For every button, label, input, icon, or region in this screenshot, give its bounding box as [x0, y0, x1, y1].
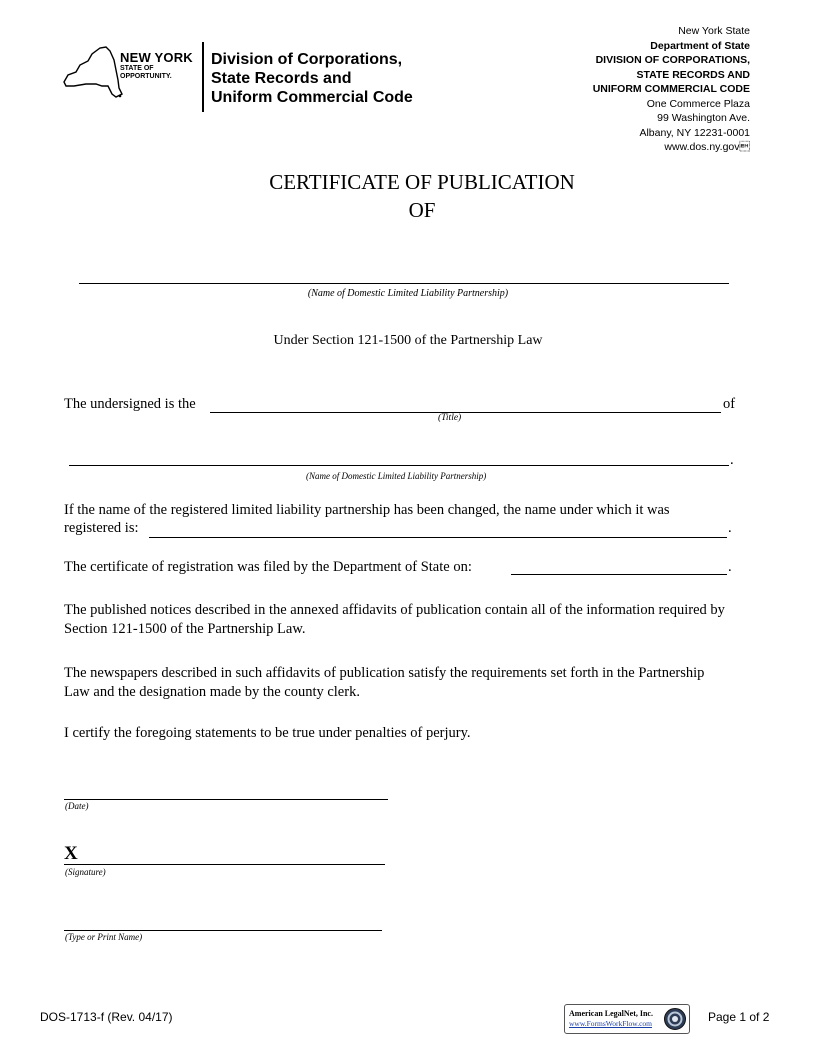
address-line8: Albany, NY 12231-0001	[639, 126, 750, 139]
page-number: Page 1 of 2	[708, 1010, 770, 1024]
title-field[interactable]	[210, 412, 721, 413]
ny-tagline	[120, 65, 193, 81]
name-change-text: If the name of the registered limited liability partnership has been changed, the name under which it was	[64, 502, 670, 518]
certify-statement: I certify the foregoing statements to be true under penalties of perjury.	[64, 725, 471, 741]
agency-address	[593, 24, 750, 155]
print-name-caption: (Type or Print Name)	[65, 932, 143, 942]
logo-divider	[202, 42, 204, 112]
badge-company-name: American LegalNet, Inc.	[569, 1009, 653, 1018]
badge-url-link[interactable]: www.FormsWorkFlow.com	[569, 1019, 653, 1028]
address-line1: New York State	[678, 25, 750, 37]
ny-tagline-line2: OPPORTUNITY.	[120, 73, 172, 80]
division-line2: State Records and	[211, 70, 352, 87]
form-number: DOS-1713-f (Rev. 04/17)	[40, 1010, 173, 1024]
print-name-field[interactable]	[64, 930, 382, 931]
address-line5: UNIFORM COMMERCIAL CODE	[592, 83, 750, 95]
published-notices-statement: The published notices described in the annexed affidavits of publication contain all of the information required by Section 121-1500 of the Partnership Law.	[64, 602, 725, 637]
period-mark-2: .	[728, 520, 732, 536]
globe-icon	[663, 1007, 687, 1031]
address-website: www.dos.ny.gov	[664, 141, 750, 153]
undersigned-label: The undersigned is the	[64, 396, 196, 412]
of-label: of	[723, 396, 736, 412]
nys-logo	[62, 40, 432, 114]
address-line4: STATE RECORDS AND	[636, 68, 750, 81]
date-field[interactable]	[64, 799, 388, 800]
filed-date-label: The certificate of registration was filed by the Department of State on:	[64, 559, 472, 575]
division-line3: Uniform Commercial Code	[211, 89, 413, 106]
address-line2: Department of State	[650, 39, 750, 52]
partnership-name-caption: (Name of Domestic Limited Liability Partnership)	[307, 288, 509, 299]
new-york-state-map-icon	[62, 42, 124, 104]
filed-date-field[interactable]	[511, 574, 727, 575]
partnership-name-field[interactable]	[79, 283, 729, 284]
division-name	[211, 50, 413, 107]
ny-state-name: NEW YORK	[120, 50, 193, 65]
legalnet-badge[interactable]	[564, 1004, 690, 1034]
signature-field[interactable]	[64, 864, 385, 865]
division-line1: Division of Corporations,	[211, 51, 403, 68]
document-title: CERTIFICATE OF PUBLICATION	[269, 170, 575, 194]
address-line7: 99 Washington Ave.	[657, 112, 750, 124]
address-line3: DIVISION OF CORPORATIONS,	[595, 54, 750, 66]
partnership-name-caption-2: (Name of Domestic Limited Liability Partnership)	[306, 471, 487, 481]
date-caption: (Date)	[65, 801, 89, 811]
newspapers-statement: The newspapers described in such affidavits of publication satisfy the requirements set forth in the Partnership Law and the designation made by the county clerk.	[64, 665, 705, 700]
registered-is-label: registered is:	[64, 520, 139, 536]
title-caption: (Title)	[438, 413, 462, 423]
ny-wordmark	[120, 50, 193, 81]
period-mark-1: .	[730, 452, 734, 468]
signature-caption: (Signature)	[65, 867, 106, 877]
address-line6: One Commerce Plaza	[646, 97, 750, 110]
ny-tagline-line1: STATE OF	[120, 65, 154, 72]
law-reference: Under Section 121-1500 of the Partnership Law	[273, 333, 543, 348]
period-mark-3: .	[728, 559, 732, 575]
signature-x-mark: X	[64, 843, 78, 864]
registered-name-field[interactable]	[149, 537, 727, 538]
document-title-of: OF	[408, 198, 436, 222]
partnership-name-field-2[interactable]	[69, 465, 729, 466]
